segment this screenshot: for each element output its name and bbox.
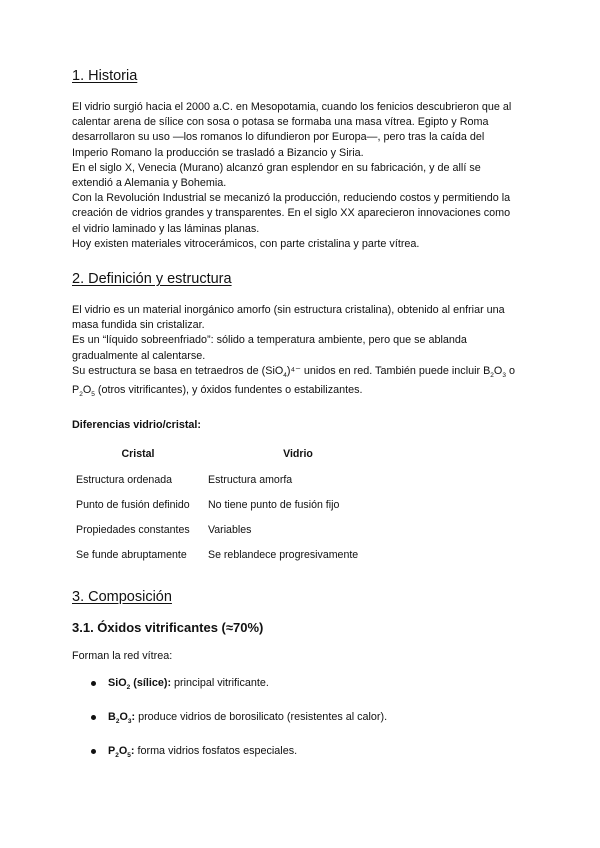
section-heading-definicion: 2. Definición y estructura (72, 271, 232, 288)
text-segment: Su estructura se basa en tetraedros de (SiO (72, 364, 284, 377)
text-segment: B (108, 710, 116, 723)
table-cell: Se funde abruptamente (76, 548, 187, 561)
text-segment: O (493, 364, 503, 377)
subsection-heading-vitrificantes: 3.1. Óxidos vitrificantes (≈70%) (72, 619, 264, 635)
table-row (72, 523, 392, 548)
text-line: Es un “líquido sobreenfriado”: sólido a temperatura ambiente, pero que se ablanda (72, 334, 467, 347)
text-line: Imperio Romano la producción se trasladó a Bizancio y Siria. (72, 146, 364, 159)
table-cell: Estructura amorfa (208, 473, 293, 486)
document-content (72, 66, 532, 778)
text-segment: (sílice): (130, 676, 172, 689)
subscript: 5 (91, 391, 95, 399)
text-segment: P (72, 384, 80, 397)
oxides-list (72, 676, 532, 763)
table-cell: Punto de fusión definido (76, 498, 190, 511)
text-line: el vidrio laminado y las láminas planas. (72, 222, 260, 235)
bullet-icon (91, 715, 96, 720)
subscript: 2 (115, 718, 120, 726)
subscript: 2 (490, 372, 494, 379)
list-item (72, 744, 532, 763)
column-header-cristal: Cristal (121, 447, 155, 460)
text-line: Hoy existen materiales vitrocerámicos, con parte cristalina y parte vítrea. (72, 237, 420, 250)
section-heading-historia: 1. Historia (72, 68, 138, 84)
table-cell: Estructura ordenada (76, 473, 172, 486)
subscript: 2 (126, 683, 131, 691)
text-line: gradualmente al calentarse. (72, 349, 206, 362)
text-segment: O (119, 710, 128, 723)
item-description: produce vidrios de borosilicato (resistentes al calor). (135, 710, 388, 723)
subscript: 2 (79, 391, 83, 399)
text-segment: (otros vitrificantes), y óxidos fundentes o estabilizantes. (94, 384, 363, 397)
table-cell: Variables (208, 523, 252, 536)
text-line: El vidrio es un material inorgánico amorfo (sin estructura cristalina), obtenido al enfriar una (72, 304, 505, 317)
text-line: Con la Revolución Industrial se mecanizó la producción, reduciendo costos y permitiendo la (72, 192, 511, 205)
structure-line (72, 364, 532, 383)
structure-line (72, 383, 532, 402)
bullet-icon (91, 681, 96, 686)
text-segment: )⁴⁻ (286, 364, 301, 377)
table-cell: No tiene punto de fusión fijo (208, 498, 340, 511)
subscript: 3 (502, 372, 506, 379)
text-segment: unidos en red. También puede incluir B (300, 364, 491, 377)
formula (108, 710, 136, 726)
text-segment: o (505, 364, 515, 377)
text-line: extendió a Alemania y Bohemia. (72, 177, 227, 190)
table-cell: Propiedades constantes (76, 523, 190, 536)
text-segment: SiO (108, 676, 127, 689)
text-line: creación de vidrios grandes y transparentes. En el siglo XX aparecieron innovaciones como (72, 207, 511, 220)
text-segment: O (118, 745, 128, 758)
item-description: principal vitrificante. (171, 676, 269, 689)
text-line: El vidrio surgió hacia el 2000 a.C. en Mesopotamia, cuando los fenicios descubrieron que al (72, 101, 512, 113)
column-header-vidrio: Vidrio (283, 447, 313, 460)
text-line: En el siglo X, Venecia (Murano) alcanzó gran esplendor en su fabricación, y de allí se (72, 161, 481, 174)
item-description: forma vidrios fosfatos especiales. (134, 745, 298, 758)
historia-paragraph (72, 100, 532, 252)
table-cell: Se reblandece progresivamente (208, 548, 359, 561)
text-segment: P (108, 745, 116, 758)
formula (108, 677, 171, 689)
subscript: 4 (283, 372, 287, 379)
list-item (72, 710, 532, 729)
list-item (72, 676, 532, 695)
subscript: 5 (127, 752, 131, 760)
table-row (72, 498, 392, 523)
text-line: masa fundida sin cristalizar. (72, 319, 205, 332)
differences-title: Diferencias vidrio/cristal: (72, 418, 202, 431)
intro-text: Forman la red vítrea: (72, 649, 173, 662)
table-row (72, 473, 392, 498)
text-line: calentar arena de sílice con sosa o potasa se formaba una masa vítrea. Egipto y Roma (72, 116, 489, 129)
differences-table (72, 447, 392, 573)
definicion-paragraph (72, 303, 532, 403)
table-row (72, 548, 392, 573)
section-heading-composicion: 3. Composición (72, 588, 172, 605)
text-segment: : (130, 745, 135, 758)
text-line: desarrollaron su uso —los romanos lo difundieron por Europa—, pero tras la caída del (72, 131, 485, 144)
subscript: 3 (127, 718, 132, 726)
text-segment: : (131, 710, 136, 723)
table-header-row (72, 447, 392, 473)
text-segment: O (82, 384, 92, 397)
subscript: 2 (115, 752, 119, 760)
formula (108, 745, 135, 760)
bullet-icon (91, 749, 96, 754)
